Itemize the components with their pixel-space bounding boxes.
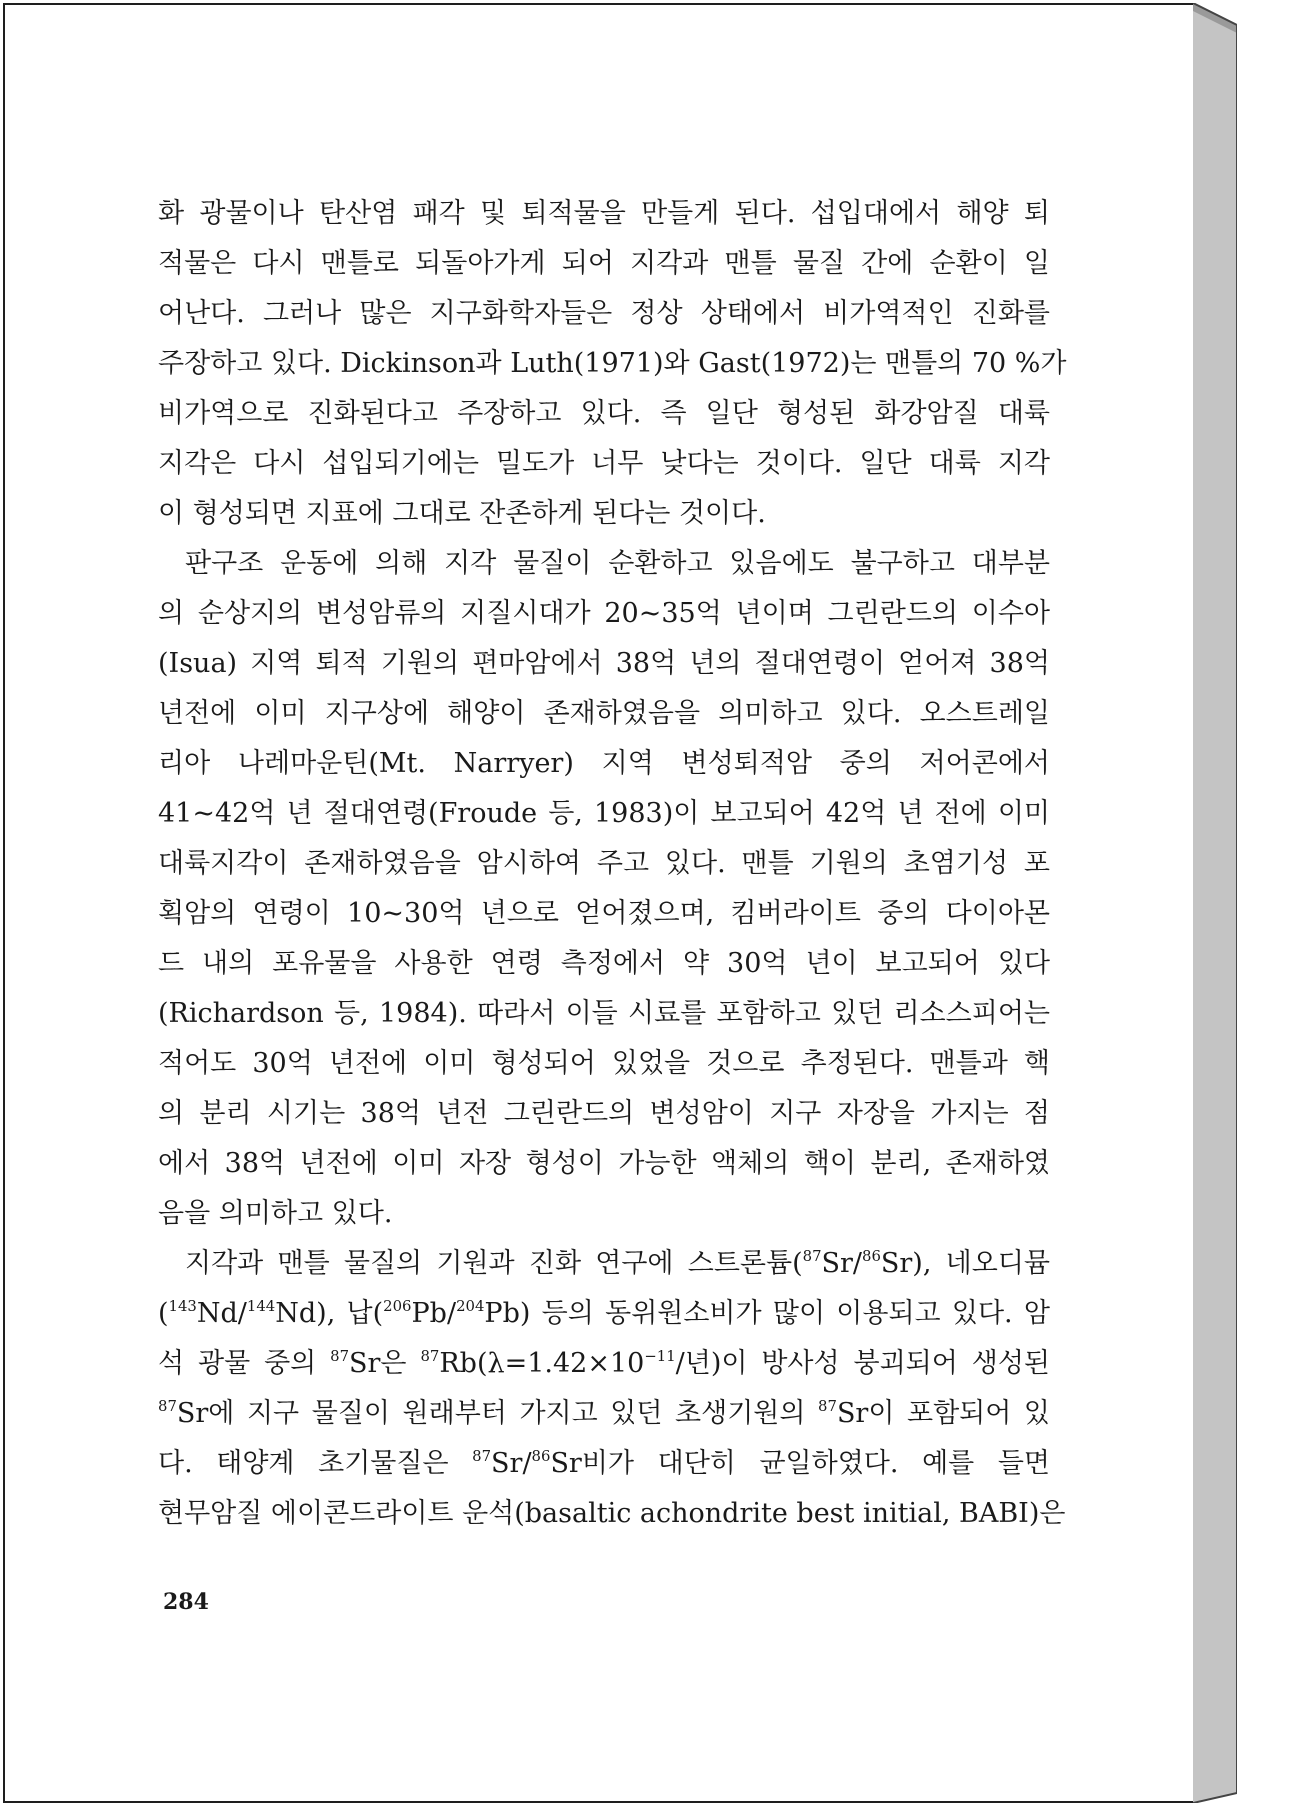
text-line: 대륙지각이 존재하였음을 암시하여 주고 있다. 맨틀 기원의 초염기성 포 <box>158 848 1050 879</box>
superscript: 204 <box>456 1296 485 1315</box>
text-line: (Isua) 지역 퇴적 기원의 편마암에서 38억 년의 절대연령이 얻어져 38억 <box>158 648 1050 679</box>
text-line-isotope: 석 광물 중의 $^{87}$Sr은 $^{87}Rb(\lambda=1.42\times 10^{-11}/$년)이 방사성 붕괴되어 생성된 <box>158 1346 1050 1379</box>
text-line: 의 순상지의 변성암류의 지질시대가 20~35억 년이며 그린란드의 이수아 <box>158 598 1050 629</box>
text-line: 년전에 이미 지구상에 해양이 존재하였음을 의미하고 있다. 오스트레일 <box>158 698 1050 729</box>
superscript: 144 <box>246 1296 276 1315</box>
text-line: (Richardson 등, 1984). 따라서 이들 시료를 포함하고 있던 리소스피어는 <box>158 998 1050 1029</box>
text-line: 에서 38억 년전에 이미 자장 형성이 가능한 액체의 핵이 분리, 존재하였 <box>158 1148 1050 1179</box>
text-line: 41~42억 년 절대연령(Froude 등, 1983)이 보고되어 42억 년 전에 이미 <box>158 798 1050 829</box>
text-line: 획암의 연령이 10~30억 년으로 얻어졌으며, 킴버라이트 중의 다이아몬 <box>158 898 1050 929</box>
text-line: 적물은 다시 맨틀로 되돌아가게 되어 지각과 맨틀 물질 간에 순환이 일 <box>158 248 1050 279</box>
text-line: 음을 의미하고 있다. <box>158 1198 393 1229</box>
text-line: 리아 나레마운틴(Mt. Narryer) 지역 변성퇴적암 중의 저어콘에서 <box>158 748 1050 779</box>
superscript: 87 <box>802 1246 822 1265</box>
superscript: 87 <box>158 1396 177 1415</box>
superscript: 206 <box>383 1296 412 1315</box>
page-number: 284 <box>163 1589 209 1615</box>
text-line: 어난다. 그러나 많은 지구화학자들은 정상 상태에서 비가역적인 진화를 <box>158 298 1050 329</box>
text-line: 현무암질 에이콘드라이트 운석(basaltic achondrite best initial, BABI)은 <box>158 1498 1066 1529</box>
text-line: 적어도 30억 년전에 이미 형성되어 있었을 것으로 추정된다. 맨틀과 핵 <box>158 1048 1050 1079</box>
text-line: 지각은 다시 섭입되기에는 밀도가 너무 낮다는 것이다. 일단 대륙 지각 <box>158 448 1050 479</box>
text-line: 의 분리 시기는 38억 년전 그린란드의 변성암이 지구 자장을 가지는 점 <box>158 1098 1050 1129</box>
text-line-isotope: ($^{143}$Nd/$^{144}$Nd), 납($^{206}$Pb/$^{204}$Pb) 등의 동위원소비가 많이 이용되고 있다. 암 <box>158 1296 1050 1329</box>
text-line-isotope: 다. 태양계 초기물질은 $^{87}$Sr/$^{86}$Sr비가 대단히 균일하였다. 예를 들면 <box>158 1446 1050 1479</box>
text-line-isotope: 지각과 맨틀 물질의 기원과 진화 연구에 스트론튬($^{87}$Sr/$^{86}$Sr), 네오디뮴 <box>185 1246 1050 1279</box>
text-line-isotope: $^{87}$Sr에 지구 물질이 원래부터 가지고 있던 초생기원의 $^{87}$Sr이 포함되어 있 <box>158 1396 1051 1429</box>
text-line: 비가역으로 진화된다고 주장하고 있다. 즉 일단 형성된 화강암질 대륙 <box>158 398 1050 429</box>
page-edge-shading <box>1193 3 1237 1803</box>
text-line: 판구조 운동에 의해 지각 물질이 순환하고 있음에도 불구하고 대부분 <box>185 548 1050 579</box>
superscript: 86 <box>862 1246 881 1265</box>
body-text <box>158 189 1067 1539</box>
superscript: 87 <box>420 1346 440 1365</box>
superscript: 87 <box>330 1346 350 1365</box>
superscript: 87 <box>818 1396 837 1415</box>
superscript: 86 <box>531 1446 551 1465</box>
superscript: −11 <box>644 1346 676 1365</box>
text-line: 드 내의 포유물을 사용한 연령 측정에서 약 30억 년이 보고되어 있다 <box>158 948 1051 979</box>
superscript: 87 <box>472 1446 492 1465</box>
text-line: 주장하고 있다. Dickinson과 Luth(1971)와 Gast(1972)는 맨틀의 70 %가 <box>158 348 1067 379</box>
text-line: 화 광물이나 탄산염 패각 및 퇴적물을 만들게 된다. 섭입대에서 해양 퇴 <box>158 198 1050 229</box>
superscript: 143 <box>168 1296 197 1315</box>
text-line: 이 형성되면 지표에 그대로 잔존하게 된다는 것이다. <box>158 498 766 529</box>
